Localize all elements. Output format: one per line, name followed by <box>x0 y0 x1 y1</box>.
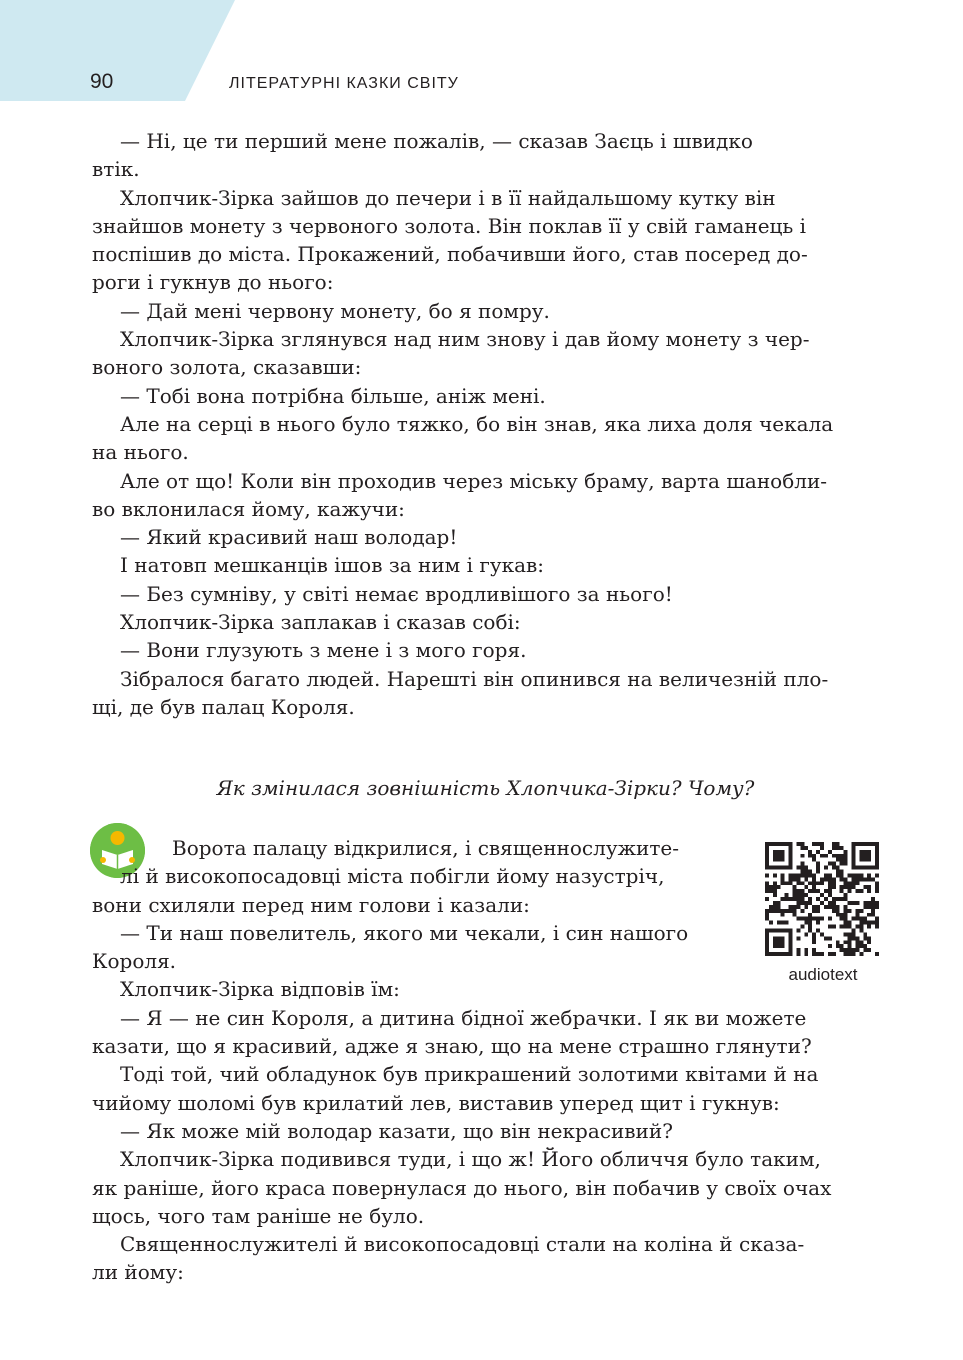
paragraph-line: втік. <box>92 157 140 182</box>
paragraph-line: Хлопчик-Зірка зайшов до печери і в її найдальшому кутку він <box>120 185 776 210</box>
paragraph-line: Хлопчик-Зірка заплакав і сказав собі: <box>120 610 521 635</box>
qr-code[interactable] <box>765 842 879 956</box>
paragraph-line: чийому шоломі був крилатий лев, виставив уперед щит і гукнув: <box>92 1090 780 1115</box>
running-head: ЛІТЕРАТУРНІ КАЗКИ СВІТУ <box>229 75 459 92</box>
qr-caption: audiotext <box>788 965 858 984</box>
paragraph-line: Короля. <box>92 949 177 974</box>
corner-tab <box>0 0 235 101</box>
paragraph-line: на нього. <box>92 440 189 465</box>
paragraph-line: — Який красивий наш володар! <box>120 525 458 550</box>
paragraph-line: — Як може мій володар казати, що він некрасивий? <box>120 1118 673 1143</box>
paragraph-line: — Без сумніву, у світі немає вродливішого за нього! <box>120 581 673 606</box>
paragraph-line: — Я — не син Короля, а дитина бідної жебрачки. І як ви можете <box>120 1005 807 1030</box>
paragraph-line: Хлопчик-Зірка подивився туди, і що ж! Його обличчя було таким, <box>120 1147 821 1172</box>
paragraph-line: як раніше, його краса повернулася до нього, він побачив у своїх очах <box>92 1175 832 1200</box>
story-text-part-1 <box>92 127 878 721</box>
paragraph-line: Зібралося багато людей. Нарешті він опинився на величезній пло- <box>120 666 829 691</box>
paragraph-line: Але на серці в нього було тяжко, бо він знав, яка лиха доля чекала <box>120 411 834 436</box>
paragraph-line: казати, що я красивий, адже я знаю, що на мене страшно глянути? <box>92 1034 812 1059</box>
page-number: 90 <box>90 70 114 93</box>
paragraph-line: Хлопчик-Зірка відповів їм: <box>120 977 400 1002</box>
paragraph-line: — Ти наш повелитель, якого ми чекали, і син нашого <box>120 920 689 945</box>
paragraph-line: во вклонилася йому, кажучи: <box>92 496 405 521</box>
paragraph-line: Хлопчик-Зірка зглянувся над ним знову і дав йому монету з чер- <box>120 327 810 352</box>
paragraph-line: щось, чого там раніше не було. <box>92 1203 425 1228</box>
paragraph-line: роги і гукнув до нього: <box>92 270 334 295</box>
story-text-part-2 <box>92 834 878 1287</box>
paragraph-line: — Тобі вона потрібна більше, аніж мені. <box>120 383 546 408</box>
paragraph-line: Але от що! Коли він проходив через міську браму, варта шанобли- <box>120 468 828 493</box>
paragraph-line: Священнослужителі й високопосадовці стали на коліна й сказа- <box>120 1232 805 1257</box>
paragraph-line: воного золота, сказавши: <box>92 355 362 380</box>
paragraph-line: І натовп мешканців ішов за ним і гукав: <box>120 553 545 578</box>
paragraph-line: — Вони глузують з мене і з мого горя. <box>120 638 527 663</box>
paragraph-line: ли йому: <box>92 1260 184 1285</box>
paragraph-line: вони схиляли перед ним голови і казали: <box>92 892 530 917</box>
paragraph-line: поспішив до міста. Прокажений, побачивши його, став посеред до- <box>92 242 808 267</box>
paragraph-line: Тоді той, чий обладунок був прикрашений золотими квітами й на <box>120 1062 819 1087</box>
paragraph-line: Ворота палацу відкрилися, і священнослужите- <box>172 836 679 860</box>
paragraph-line: знайшов монету з червоного золота. Він поклав її у свій гаманець і <box>92 213 807 238</box>
question-heading: Як змінилася зовнішність Хлопчика-Зірки? Чому? <box>216 776 755 800</box>
paragraph-line: — Дай мені червону монету, бо я помру. <box>120 298 550 323</box>
paragraph-line: щі, де був палац Короля. <box>92 694 355 719</box>
paragraph-line: лі й високопосадовці міста побігли йому назустріч, <box>120 864 665 889</box>
paragraph-line: — Ні, це ти перший мене пожалів, — сказав Заєць і швидко <box>120 129 753 153</box>
